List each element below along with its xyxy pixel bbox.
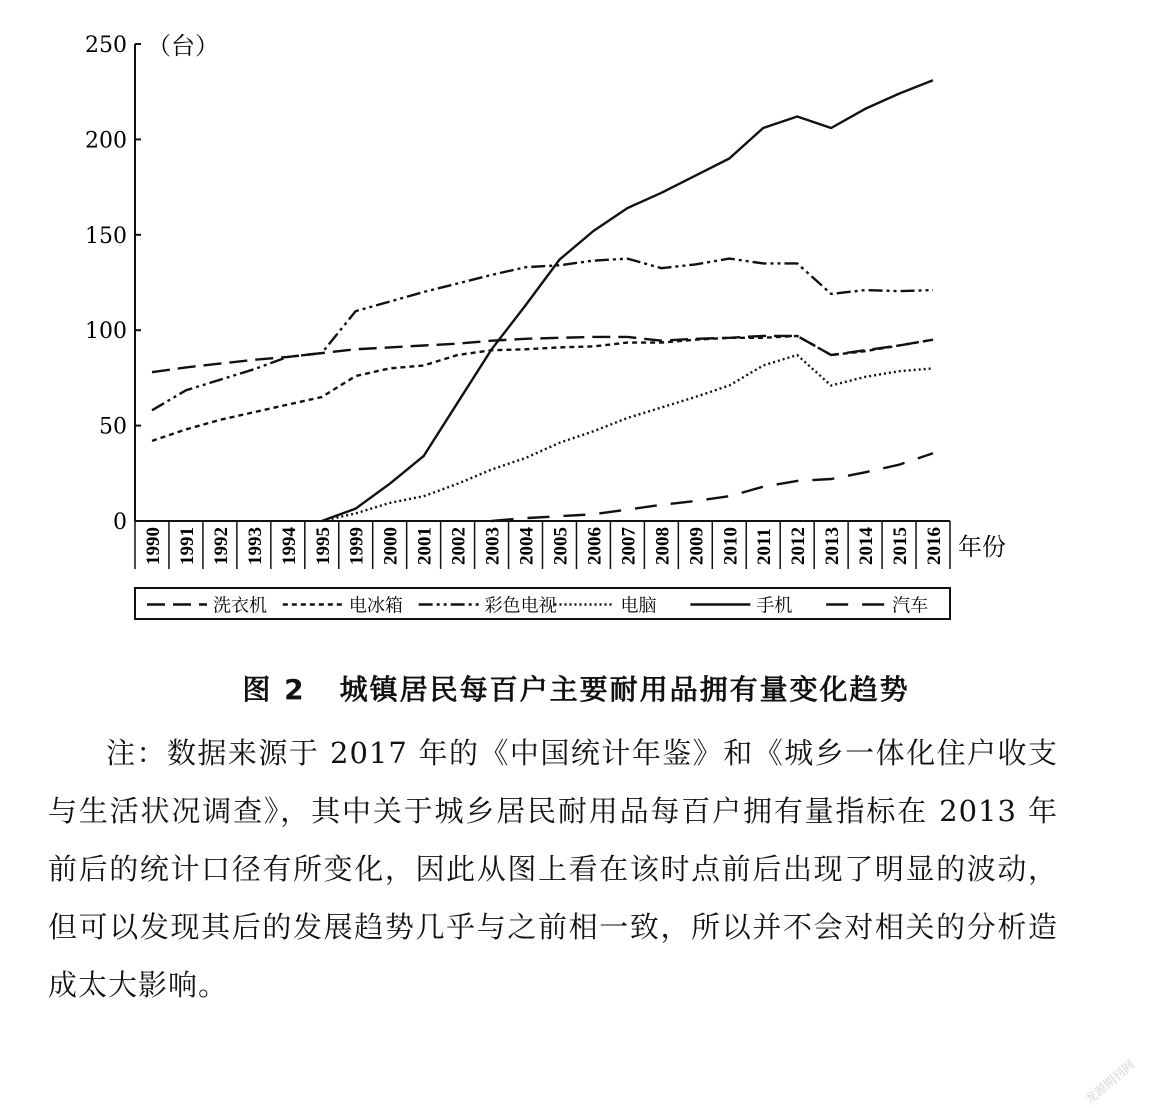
legend-label-6: 汽车: [892, 595, 929, 617]
y-tick-label: 0: [113, 510, 127, 535]
series-line-2: [152, 336, 933, 441]
x-tick-label: 1994: [278, 527, 300, 565]
caption-title: 城镇居民每百户主要耐用品拥有量变化趋势: [339, 673, 910, 706]
y-axis-label: （台）: [147, 32, 219, 60]
legend-label-2: 电冰箱: [348, 595, 403, 617]
x-tick-label: 2016: [924, 527, 946, 565]
x-tick-label: 1991: [176, 527, 198, 565]
x-axis-label: 年份: [958, 533, 1006, 561]
chart-series: [152, 80, 933, 521]
caption-number: 图 2: [242, 673, 306, 706]
x-tick-label: 2003: [482, 527, 504, 565]
chart-axes: [85, 32, 1006, 569]
y-tick-label: 50: [99, 414, 127, 440]
x-tick-label: 2014: [856, 527, 878, 565]
x-tick-label: 2004: [516, 527, 538, 565]
figure-caption: [0, 668, 1152, 708]
x-tick-label: 2015: [890, 527, 912, 565]
legend-label-4: 电脑: [620, 595, 657, 617]
x-tick-label: 2008: [652, 527, 674, 565]
legend-label-3: 彩色电视: [484, 595, 557, 617]
x-tick-label: 1995: [312, 527, 334, 565]
series-line-1: [152, 336, 933, 372]
legend-label-1: 洗衣机: [213, 595, 267, 617]
x-tick-label: 2012: [788, 527, 810, 565]
x-tick-label: 2007: [618, 527, 640, 565]
x-tick-label: 2013: [822, 527, 844, 565]
series-line-6: [492, 453, 933, 521]
x-tick-label: 1990: [142, 527, 164, 565]
x-tick-label: 2002: [448, 527, 470, 565]
series-line-4: [322, 355, 933, 521]
x-tick-label: 2001: [414, 527, 436, 565]
x-tick-label: 1999: [346, 527, 368, 565]
x-tick-label: 2006: [584, 527, 606, 565]
x-tick-label: 2011: [754, 528, 776, 565]
x-tick-label: 2010: [720, 527, 742, 565]
y-tick-label: 150: [85, 223, 127, 249]
figure-note: 注：数据来源于 2017 年的《中国统计年鉴》和《城乡一体化住户收支与生活状况调查》，其中关于城乡居民耐用品每百户拥有量指标在 2013 年前后的统计口径有所变化，因此从图上看在该时点前后出现了明显的波动，但可以发现其后的发展趋势几乎与之前相一致，所以并不会对相关的分析造成太大影响。: [48, 736, 1058, 1002]
x-tick-label: 2009: [686, 527, 708, 565]
legend-label-5: 手机: [756, 595, 793, 617]
series-line-5: [322, 80, 933, 521]
x-tick-label: 1993: [244, 527, 266, 565]
y-tick-label: 200: [85, 128, 127, 154]
y-tick-label: 250: [85, 33, 127, 58]
watermark: 龙源期刊网: [1082, 1057, 1138, 1107]
y-tick-label: 100: [85, 319, 127, 345]
x-tick-label: 1992: [210, 527, 232, 565]
x-tick-label: 2000: [380, 527, 402, 565]
chart-legend: [135, 588, 950, 619]
x-tick-label: 2005: [550, 527, 572, 565]
